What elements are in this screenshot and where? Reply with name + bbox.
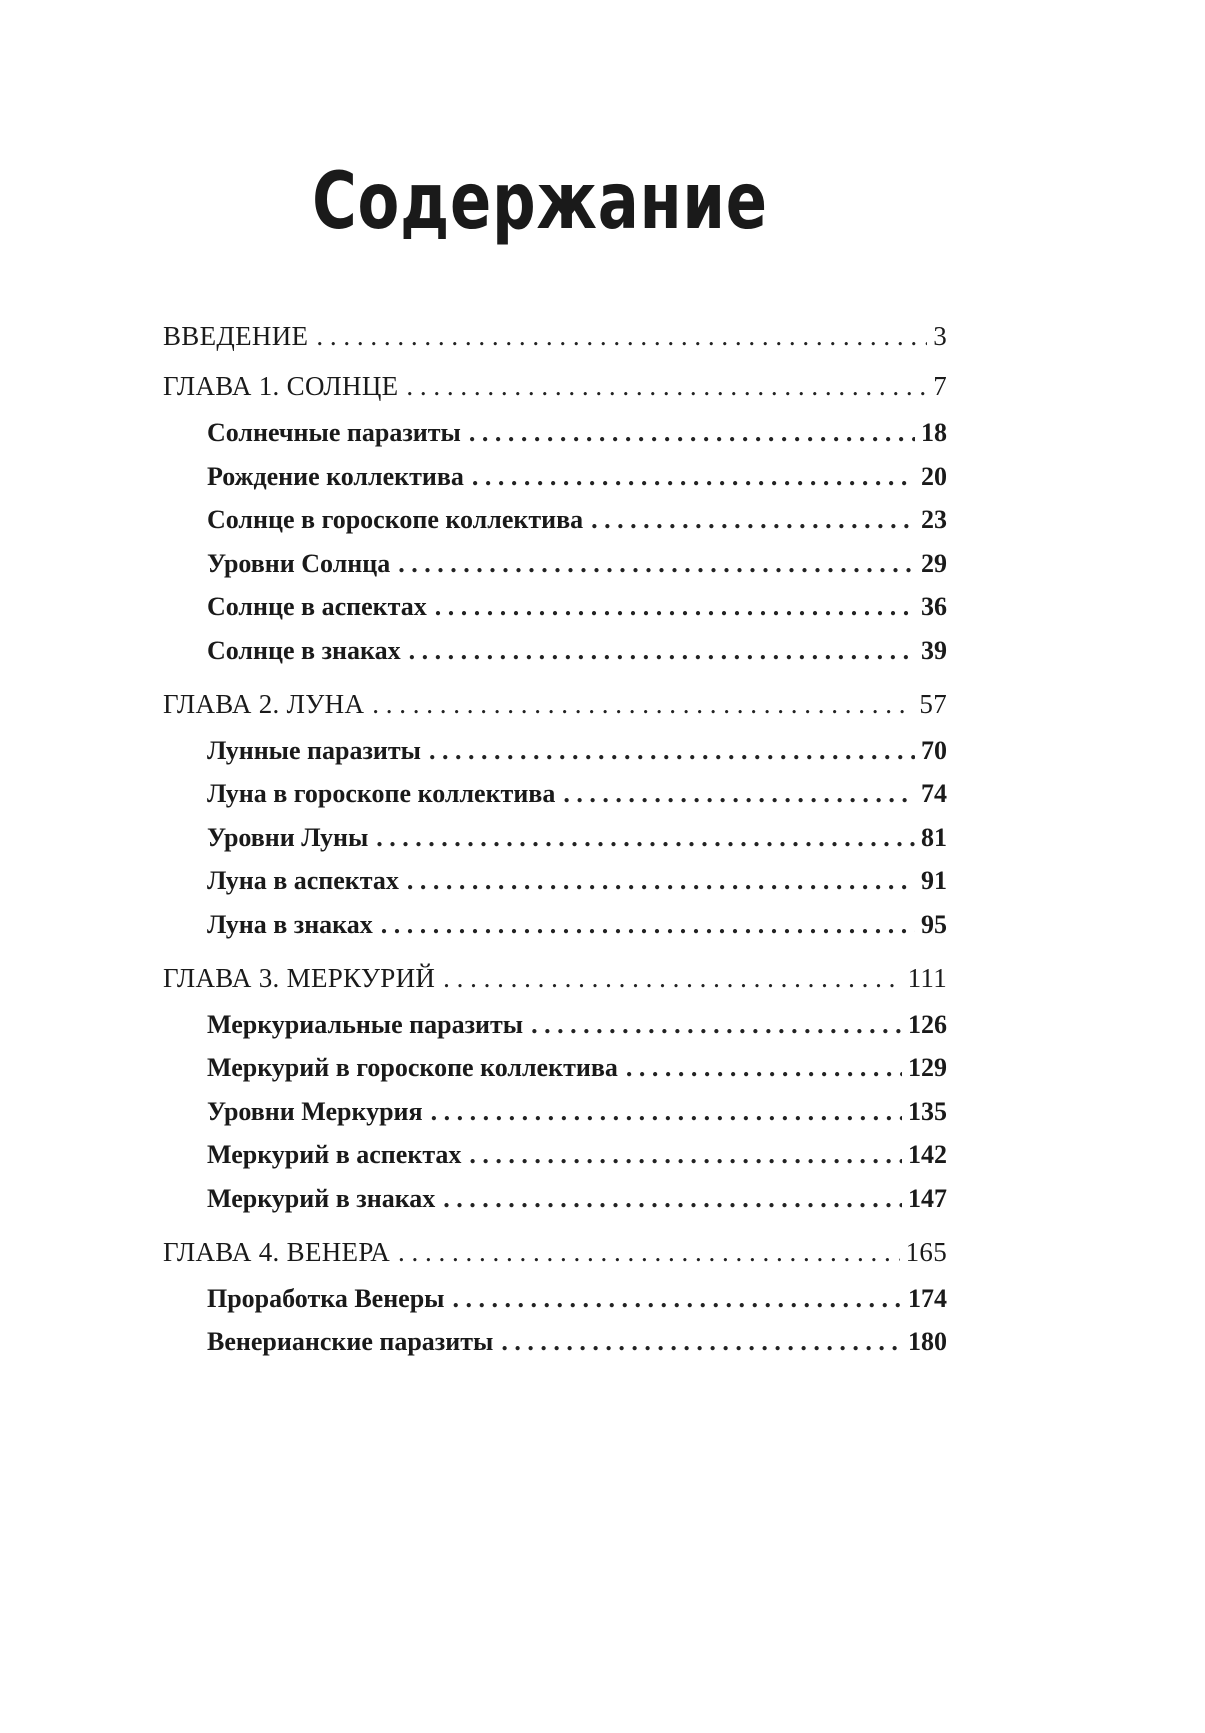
- dot-leader: [452, 1277, 902, 1321]
- toc-page-number: 95: [921, 909, 947, 939]
- toc-section-entry[interactable]: [163, 455, 947, 499]
- toc-page-number: 91: [921, 866, 947, 896]
- dot-leader: [376, 816, 915, 860]
- toc-section-entry[interactable]: [163, 729, 947, 773]
- toc-page-number: 174: [908, 1283, 947, 1313]
- toc-section-entry[interactable]: [163, 1046, 947, 1090]
- toc-entry-label: Лунные паразиты: [207, 735, 421, 765]
- dot-leader: [469, 411, 915, 455]
- toc-section-entry[interactable]: [163, 585, 947, 629]
- dot-leader: [591, 498, 915, 542]
- dot-leader: [316, 311, 927, 361]
- toc-entry-label: Уровни Луны: [207, 822, 369, 852]
- toc-section-entry[interactable]: [163, 411, 947, 455]
- toc-section-entry[interactable]: [163, 1277, 947, 1321]
- toc-page-number: 3: [933, 321, 947, 351]
- toc-entry-label: Меркурий в аспектах: [207, 1140, 462, 1170]
- toc-section-entry[interactable]: [163, 1320, 947, 1364]
- toc-section-entry[interactable]: [163, 1003, 947, 1047]
- toc-page-number: 70: [921, 735, 947, 765]
- toc-chapter-entry[interactable]: [163, 953, 947, 1003]
- toc-page-number: 135: [908, 1096, 947, 1126]
- toc-section-entry[interactable]: [163, 903, 947, 947]
- dot-leader: [407, 859, 915, 903]
- toc-page-number: 57: [919, 688, 947, 719]
- toc-page-number: 29: [921, 548, 947, 578]
- dot-leader: [531, 1003, 902, 1047]
- toc-entry-label: Луна в знаках: [207, 909, 373, 939]
- toc-chapter-entry[interactable]: [163, 679, 947, 729]
- toc-entry-label: ГЛАВА 2. ЛУНА: [163, 688, 365, 719]
- toc-entry-label: Венерианские паразиты: [207, 1327, 494, 1357]
- dot-leader: [431, 1090, 902, 1134]
- dot-leader: [429, 729, 915, 773]
- toc-entry-label: Луна в аспектах: [207, 866, 399, 896]
- dot-leader: [443, 1177, 902, 1221]
- toc-entry-label: Проработка Венеры: [207, 1283, 445, 1313]
- toc-page-number: 18: [921, 418, 947, 447]
- toc-entry-label: Солнце в аспектах: [207, 592, 427, 622]
- toc-page-number: 180: [908, 1327, 947, 1357]
- toc-page-number: 39: [921, 635, 947, 665]
- toc-section-entry[interactable]: [163, 1133, 947, 1177]
- toc-page-number: 165: [905, 1236, 947, 1267]
- toc-entry-label: ВВЕДЕНИЕ: [163, 321, 309, 351]
- toc-chapter-entry[interactable]: [163, 311, 947, 361]
- dot-leader: [406, 361, 927, 411]
- dot-leader: [372, 679, 913, 729]
- toc-page-number: 142: [908, 1140, 947, 1170]
- toc-section-entry[interactable]: [163, 859, 947, 903]
- toc-entry-label: Луна в гороскопе коллектива: [207, 779, 556, 809]
- toc-page-number: 129: [908, 1053, 947, 1083]
- toc-section-entry[interactable]: [163, 1090, 947, 1134]
- dot-leader: [472, 455, 915, 499]
- toc-page-number: 81: [921, 822, 947, 852]
- dot-leader: [501, 1320, 902, 1364]
- toc-page-number: 23: [921, 505, 947, 535]
- toc-entry-label: Меркурий в гороскопе коллектива: [207, 1053, 618, 1083]
- toc-chapter-entry[interactable]: [163, 361, 947, 411]
- dot-leader: [626, 1046, 902, 1090]
- dot-leader: [443, 953, 901, 1003]
- toc-entry-label: Уровни Солнца: [207, 548, 391, 578]
- toc-entry-label: Солнечные паразиты: [207, 418, 461, 447]
- toc-section-entry[interactable]: [163, 1177, 947, 1221]
- toc-page-number: 74: [921, 779, 947, 809]
- dot-leader: [398, 1227, 900, 1277]
- toc-entry-label: ГЛАВА 1. СОЛНЦЕ: [163, 371, 399, 401]
- toc-entry-label: Рождение коллектива: [207, 461, 464, 491]
- dot-leader: [435, 585, 915, 629]
- toc-entry-label: Меркуриальные паразиты: [207, 1009, 524, 1039]
- toc-page-number: 36: [921, 592, 947, 622]
- toc-section-entry[interactable]: [163, 772, 947, 816]
- toc-entry-label: ГЛАВА 3. МЕРКУРИЙ: [163, 962, 436, 993]
- toc-entry-label: Уровни Меркурия: [207, 1096, 423, 1126]
- toc-page-number: 111: [907, 962, 947, 993]
- toc-page-number: 7: [933, 371, 947, 401]
- toc-page-number: 20: [921, 461, 947, 491]
- dot-leader: [563, 772, 915, 816]
- toc-page-number: 147: [908, 1183, 947, 1213]
- toc-section-entry[interactable]: [163, 629, 947, 673]
- toc-entry-label: Солнце в гороскопе коллектива: [207, 505, 584, 535]
- toc-section-entry[interactable]: [163, 816, 947, 860]
- page-title: Содержание: [312, 157, 768, 247]
- toc-chapter-entry[interactable]: [163, 1227, 947, 1277]
- dot-leader: [381, 903, 915, 947]
- toc-section-entry[interactable]: [163, 498, 947, 542]
- toc-entry-label: ГЛАВА 4. ВЕНЕРА: [163, 1236, 390, 1267]
- toc-page-number: 126: [908, 1009, 947, 1039]
- dot-leader: [409, 629, 915, 673]
- dot-leader: [398, 542, 915, 586]
- toc-section-entry[interactable]: [163, 542, 947, 586]
- toc-entry-label: Солнце в знаках: [207, 635, 401, 665]
- table-of-contents: [163, 311, 947, 1364]
- dot-leader: [469, 1133, 902, 1177]
- toc-entry-label: Меркурий в знаках: [207, 1183, 436, 1213]
